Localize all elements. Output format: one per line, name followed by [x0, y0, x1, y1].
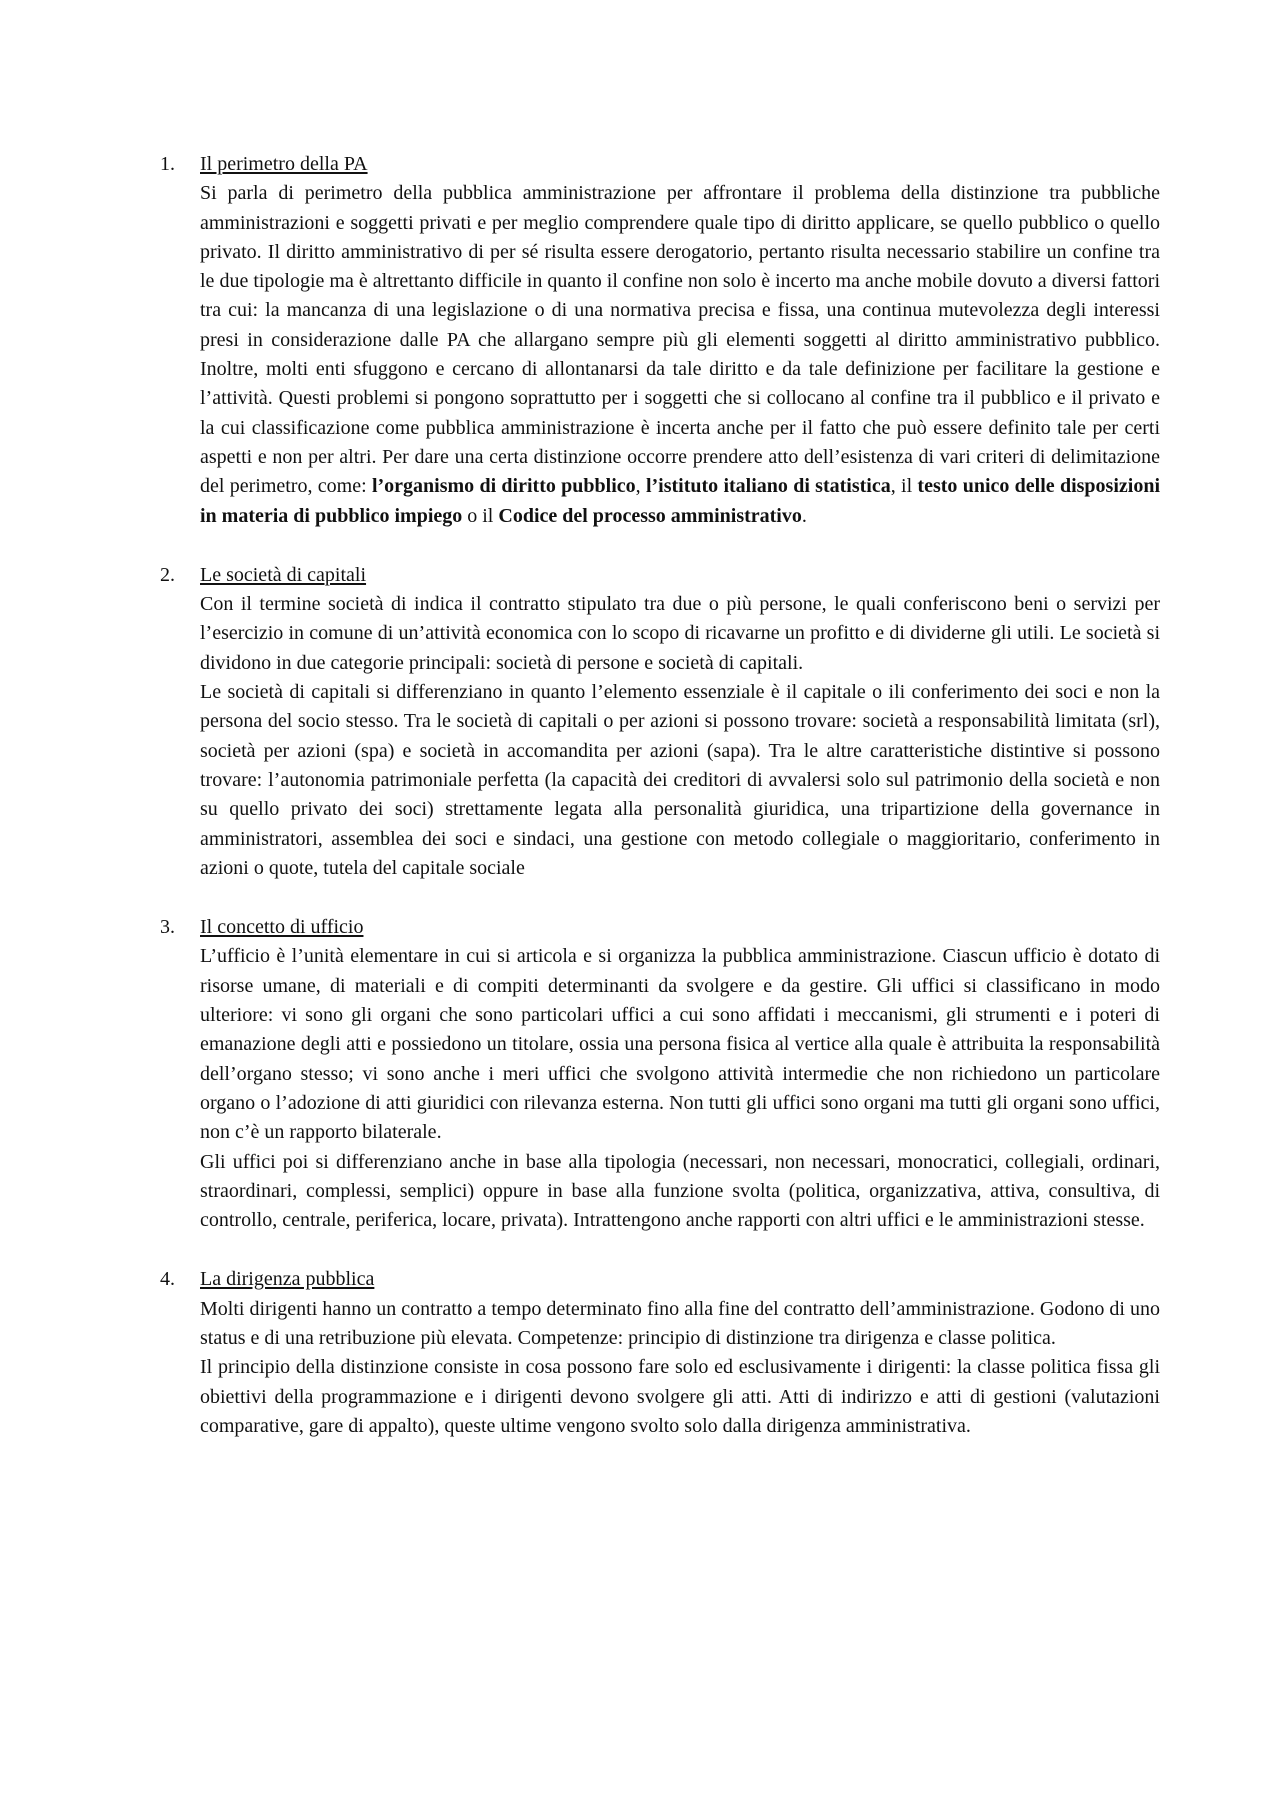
section-paragraph: L’ufficio è l’unità elementare in cui si articola e si organizza la pubblica amministrazione. Ciascun ufficio è dotato di risorse umane, di materiali e di compiti determinanti da svolgere e da gestire. Gli uffici si classificano in modo ulteriore: vi sono gli organi che sono particolari uffici a cui sono affidati i meccanismi, gli strumenti e i poteri di emanazione degli atti e possiedono un titolare, ossia una persona fisica al vertice alla quale è attribuita la responsabilità dell’organo stesso; vi sono anche i meri uffici che svolgono attività intermedie che non richiedono un particolare organo o l’adozione di atti giuridici con rilevanza esterna. Non tutti gli uffici sono organi ma tutti gli organi sono uffici, non c’è un rapporto bilaterale. [200, 945, 1160, 1144]
section-concetto-ufficio [160, 913, 1160, 1235]
section-paragraph: Molti dirigenti hanno un contratto a tempo determinato fino alla fine del contratto dell’amministrazione. Godono di uno status e di una retribuzione più elevata. Competenze: principio di distinzione tra dirigenza e classe politica. [200, 1297, 1160, 1349]
paragraph-text: , il [890, 475, 918, 498]
bold-term: testo unico delle disposizioni in materia di pubblico impiego [200, 475, 1160, 527]
paragraph-text: . [801, 504, 807, 527]
section-paragraph [200, 179, 1160, 531]
section-perimetro-pa [160, 150, 1160, 531]
section-heading: La dirigenza pubblica [200, 1268, 375, 1291]
section-paragraph: Con il termine società di indica il contratto stipulato tra due o più persone, le quali conferiscono beni o servizi per l’esercizio in comune di un’attività economica con lo scopo di ricavarne un profitto e di dividerne gli utili. Le società si dividono in due categorie principali: società di persone e società di capitali. [200, 593, 1160, 674]
section-heading: Le società di capitali [200, 563, 367, 586]
section-paragraph: Le società di capitali si differenziano in quanto l’elemento essenziale è il capitale o ili conferimento dei soci e non la persona del socio stesso. Tra le società di capitali o per azioni si possono trovare: società a responsabilità limitata (srl), società per azioni (spa) e società in accomandita per azioni (sapa). Tra le altre caratteristiche distintive si possono trovare: l’autonomia patrimoniale perfetta (la capacità dei creditori di avvalersi solo sul patrimonio della società e non su quello privato dei soci) strettamente legata alla personalità giuridica, una tripartizione della governance in amministratori, assemblea dei soci e sindaci, una gestione con metodo collegiale o maggioritario, conferimento in azioni o quote, tutela del capitale sociale [200, 681, 1160, 879]
section-number: 2. [160, 563, 175, 586]
section-dirigenza-pubblica [160, 1265, 1160, 1441]
section-heading: Il perimetro della PA [200, 153, 368, 175]
section-number: 1. [160, 153, 175, 175]
paragraph-text: , [635, 475, 646, 498]
section-number: 4. [160, 1268, 175, 1291]
bold-term: Codice del processo amministrativo [498, 504, 802, 527]
section-number: 3. [160, 916, 175, 939]
section-heading: Il concetto di ufficio [200, 916, 364, 939]
paragraph-text: o il [462, 504, 499, 527]
section-paragraph: Il principio della distinzione consiste in cosa possono fare solo ed esclusivamente i dirigenti: la classe politica fissa gli obiettivi della programmazione e i dirigenti devono svolgere gli atti. Atti di indirizzo e atti di gestioni (valutazioni comparative, gare di appalto), queste ultime vengono svolto solo dalla dirigenza amministrativa. [200, 1356, 1160, 1437]
section-paragraph: Gli uffici poi si differenziano anche in base alla tipologia (necessari, non necessari, monocratici, collegiali, ordinari, straordinari, complessi, semplici) oppure in base alla funzione svolta (politica, organizzativa, attiva, consultiva, di controllo, centrale, periferica, locare, privata). Intrattengono anche rapporti con altri uffici e le amministrazioni stesse. [200, 1150, 1160, 1232]
document-body [160, 150, 1160, 1471]
section-societa-capitali [160, 561, 1160, 883]
bold-term: l’organismo di diritto pubblico [371, 475, 636, 498]
paragraph-text: Si parla di perimetro della pubblica amministrazione per affrontare il problema della distinzione tra pubbliche amministrazioni e soggetti privati e per meglio comprendere quale tipo di diritto applicare, se quello pubblico o quello privato. Il diritto amministrativo di per sé risulta essere derogatorio, pertanto risulta necessario stabilire un confine tra le due tipologie ma è altrettanto difficile in quanto il confine non solo è incerto ma anche mobile dovuto a diversi fattori tra cui: la mancanza di una legislazione o di una normativa precisa e fissa, una continua mutevolezza degli interessi presi in considerazione dalle PA che allargano sempre più gli elementi soggetti al diritto amministrativo pubblico. Inoltre, molti enti sfuggono e cercano di allontanarsi da tale diritto e da tale definizione per facilitare la gestione e l’attività. Questi problemi si pongono soprattutto per i soggetti che si collocano al confine tra il pubblico e il privato e la cui classificazione come pubblica amministrazione è incerta anche per il fatto che può essere definito tale per certi aspetti e non per altri. Per dare una certa distinzione occorre prendere atto dell’esistenza di vari criteri di delimitazione del perimetro, come: [200, 182, 1160, 498]
bold-term: l’istituto italiano di statistica [645, 475, 891, 498]
